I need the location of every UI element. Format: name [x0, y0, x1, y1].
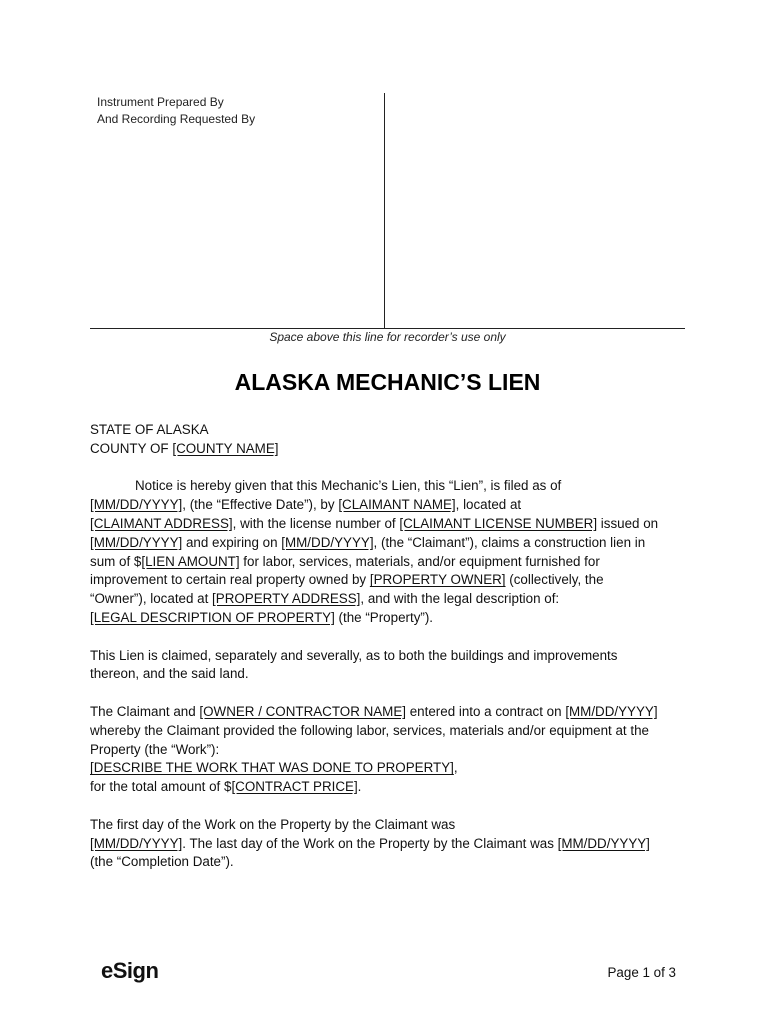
text: entered into a contract on	[406, 703, 566, 719]
license-number-field: [CLAIMANT LICENSE NUMBER]	[399, 515, 598, 531]
text: issued on	[597, 515, 659, 531]
first-day-date-field: [MM/DD/YYYY]	[90, 835, 183, 851]
county-name-field: [COUNTY NAME]	[172, 440, 279, 456]
claimant-address-field: [CLAIMANT ADDRESS]	[90, 515, 233, 531]
text: .	[357, 779, 362, 795]
text: sum of $	[90, 553, 142, 569]
property-owner-field: [PROPERTY OWNER]	[369, 572, 506, 588]
text: , and with the legal description of:	[360, 591, 560, 607]
document-body	[90, 421, 690, 872]
text: , located at	[455, 497, 522, 513]
county-line	[90, 440, 690, 459]
recorder-note: Space above this line for recorder’s use only	[269, 330, 506, 344]
state-line: STATE OF ALASKA	[90, 422, 209, 437]
esign-logo: eSign	[101, 958, 159, 983]
prepared-by-block	[97, 94, 255, 128]
legal-description-field: [LEGAL DESCRIPTION OF PROPERTY]	[90, 609, 335, 625]
text: whereby the Claimant provided the following labor, services, materials and/or equipment at the	[90, 722, 649, 738]
text: The first day of the Work on the Property by the Claimant was	[90, 816, 456, 832]
contract-paragraph	[90, 703, 690, 797]
text: (the “Completion Date”).	[90, 854, 234, 870]
text: thereon, and the said land.	[90, 666, 249, 682]
text: and expiring on	[182, 534, 282, 550]
document-title: ALASKA MECHANIC’S LIEN	[234, 369, 541, 395]
text: improvement to certain real property owned by	[90, 572, 370, 588]
county-label: COUNTY OF	[90, 440, 173, 456]
text: for labor, services, materials, and/or equipment furnished for	[239, 553, 600, 569]
text: This Lien is claimed, separately and severally, as to both the buildings and improvements	[90, 647, 618, 663]
prepared-by-line: Instrument Prepared By	[97, 95, 224, 109]
text: “Owner”), located at	[90, 591, 213, 607]
recording-requested-line: And Recording Requested By	[97, 112, 256, 126]
claimant-name-field: [CLAIMANT NAME]	[338, 497, 456, 513]
contractor-name-field: [OWNER / CONTRACTOR NAME]	[199, 703, 406, 719]
text: for the total amount of $	[90, 779, 232, 795]
text: Property (the “Work”):	[90, 741, 220, 757]
text: ,	[453, 760, 458, 776]
page-number: Page 1 of 3	[607, 965, 676, 980]
completion-date-field: [MM/DD/YYYY]	[557, 835, 650, 851]
claim-paragraph	[90, 647, 690, 685]
text: . The last day of the Work on the Property by the Claimant was	[182, 835, 558, 851]
text: , (the “Effective Date”), by	[182, 497, 339, 513]
property-address-field: [PROPERTY ADDRESS]	[212, 591, 361, 607]
work-description-field: [DESCRIBE THE WORK THAT WAS DONE TO PROPERTY]	[90, 760, 454, 776]
recorder-line	[90, 328, 685, 329]
issue-date-field: [MM/DD/YYYY]	[90, 534, 183, 550]
effective-date-field: [MM/DD/YYYY]	[90, 497, 183, 513]
notice-paragraph	[90, 477, 690, 627]
text: , with the license number of	[232, 515, 400, 531]
work-dates-paragraph	[90, 816, 690, 872]
text: The Claimant and	[90, 703, 200, 719]
expiry-date-field: [MM/DD/YYYY]	[281, 534, 374, 550]
text: , (the “Claimant”), claims a construction lien in	[373, 534, 646, 550]
contract-date-field: [MM/DD/YYYY]	[565, 703, 658, 719]
vertical-divider	[384, 93, 385, 329]
text: (collectively, the	[505, 572, 604, 588]
lien-amount-field: [LIEN AMOUNT]	[141, 553, 240, 569]
text: Notice is hereby given that this Mechanic’s Lien, this “Lien”, is filed as of	[135, 478, 562, 494]
text: (the “Property”).	[334, 609, 434, 625]
contract-price-field: [CONTRACT PRICE]	[231, 779, 358, 795]
